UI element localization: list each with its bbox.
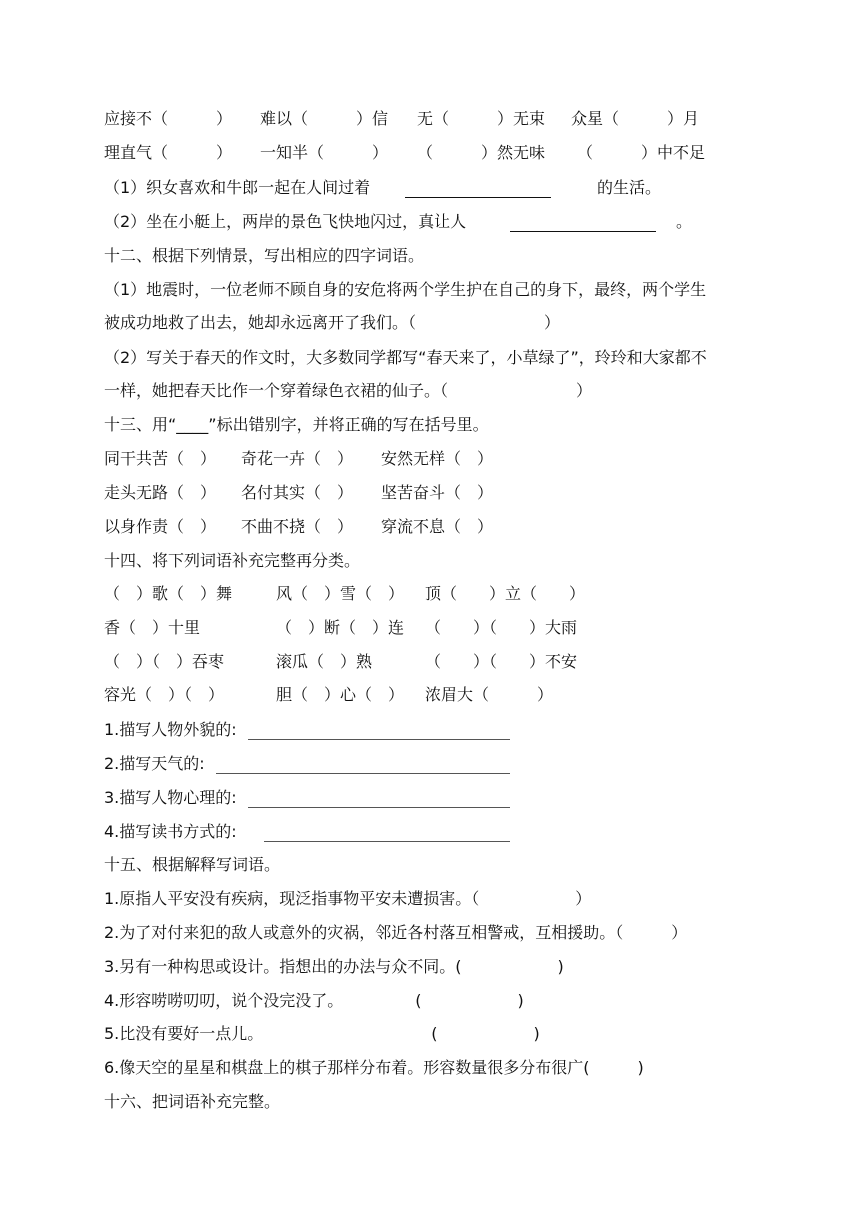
- section-12-q1-line1: （1）地震时，一位老师不顾自身的安危将两个学生护在自己的身下，最终，两个学生: [104, 280, 707, 299]
- section-13-title: 十三、用“____”标出错别字，并将正确的写在括号里。: [104, 415, 489, 434]
- complete-item: （ ）（ ）不安: [425, 652, 578, 671]
- sentence-text: 的生活。: [597, 178, 662, 197]
- answer-line[interactable]: [264, 841, 510, 842]
- category-label: 1.描写人物外貌的:: [104, 720, 237, 739]
- idiom-item: 一知半（ ）: [260, 143, 389, 162]
- fill-sentence-2: [0, 212, 860, 232]
- typo-row-3: [0, 517, 860, 537]
- answer-blank[interactable]: [510, 231, 656, 232]
- idiom-row-1: [0, 109, 860, 129]
- category-label: 4.描写读书方式的:: [104, 822, 237, 841]
- category-row-2: [0, 754, 860, 774]
- sentence-text: （1）织女喜欢和牛郎一起在人间过着: [104, 178, 371, 197]
- fill-sentence-1: [0, 178, 860, 198]
- section-12-q1-line2: 被成功地救了出去，她却永远离开了我们。（ ）: [104, 313, 561, 332]
- complete-row-2: [0, 618, 860, 638]
- typo-item: 安然无样（ ）: [381, 449, 494, 468]
- sentence-text: 。: [676, 212, 693, 231]
- idiom-item: （ ）然无味: [417, 143, 546, 162]
- category-row-3: [0, 788, 860, 808]
- definition-item-6: 6.像天空的星星和棋盘上的棋子那样分布着。形容数量很多分布很广( ): [104, 1058, 644, 1077]
- idiom-item: 难以（ ）信: [260, 109, 389, 128]
- definition-item-3: 3.另有一种构思或设计。指想出的办法与众不同。( ): [104, 957, 564, 976]
- idiom-item: 应接不（ ）: [104, 109, 233, 128]
- complete-row-3: [0, 652, 860, 672]
- complete-row-4: [0, 685, 860, 705]
- complete-item: 风（ ）雪（ ）: [276, 584, 405, 603]
- complete-item: 浓眉大（ ）: [425, 685, 554, 704]
- section-12-title: 十二、根据下列情景，写出相应的四字词语。: [104, 246, 425, 265]
- section-12-q2-line2: 一样，她把春天比作一个穿着绿色衣裙的仙子。（ ）: [104, 381, 593, 400]
- idiom-item: 众星（ ）月: [571, 109, 700, 128]
- complete-item: （ ）（ ）大雨: [425, 618, 578, 637]
- idiom-item: （ ）中不足: [577, 143, 706, 162]
- definition-item-4: 4.形容唠唠叨叨，说个没完没了。 ( ): [104, 991, 524, 1010]
- complete-item: （ ）（ ）吞枣: [104, 652, 225, 671]
- typo-item: 穿流不息（ ）: [381, 517, 494, 536]
- category-row-1: [0, 720, 860, 740]
- category-row-4: [0, 822, 860, 842]
- complete-item: 容光（ ）（ ）: [104, 685, 225, 704]
- definition-item-1: 1.原指人平安没有疾病，现泛指事物平安未遭损害。（ ）: [104, 889, 592, 908]
- section-16-title: 十六、把词语补充完整。: [104, 1092, 281, 1111]
- category-label: 3.描写人物心理的:: [104, 788, 237, 807]
- definition-item-2: 2.为了对付来犯的敌人或意外的灾祸，邻近各村落互相警戒，互相援助。（ ）: [104, 923, 688, 942]
- section-12-q2-line1: （2）写关于春天的作文时，大多数同学都写“春天来了，小草绿了”，玲玲和大家都不: [104, 348, 707, 367]
- typo-item: 以身作责（ ）: [104, 517, 217, 536]
- typo-row-2: [0, 483, 860, 503]
- complete-item: （ ）断（ ）连: [276, 618, 405, 637]
- complete-item: 滚瓜（ ）熟: [276, 652, 373, 671]
- complete-item: 顶（ ）立（ ）: [425, 584, 586, 603]
- section-14-title: 十四、将下列词语补充完整再分类。: [104, 551, 361, 570]
- typo-item: 坚苦奋斗（ ）: [381, 483, 494, 502]
- answer-blank[interactable]: [405, 197, 551, 198]
- idiom-item: 无（ ）无束: [417, 109, 546, 128]
- typo-item: 奇花一卉（ ）: [241, 449, 354, 468]
- idiom-item: 理直气（ ）: [104, 143, 233, 162]
- typo-item: 名付其实（ ）: [241, 483, 354, 502]
- complete-row-1: [0, 584, 860, 604]
- typo-row-1: [0, 449, 860, 469]
- answer-line[interactable]: [248, 739, 510, 740]
- definition-item-5: 5.比没有要好一点儿。 ( ): [104, 1024, 540, 1043]
- complete-item: 胆（ ）心（ ）: [276, 685, 405, 704]
- answer-line[interactable]: [248, 807, 510, 808]
- complete-item: （ ）歌（ ）舞: [104, 584, 233, 603]
- section-15-title: 十五、根据解释写词语。: [104, 855, 281, 874]
- idiom-row-2: [0, 143, 860, 163]
- typo-item: 不曲不挠（ ）: [241, 517, 354, 536]
- category-label: 2.描写天气的:: [104, 754, 205, 773]
- typo-item: 走头无路（ ）: [104, 483, 217, 502]
- complete-item: 香（ ）十里: [104, 618, 201, 637]
- answer-line[interactable]: [216, 773, 510, 774]
- sentence-text: （2）坐在小艇上，两岸的景色飞快地闪过，真让人: [104, 212, 467, 231]
- typo-item: 同干共苦（ ）: [104, 449, 217, 468]
